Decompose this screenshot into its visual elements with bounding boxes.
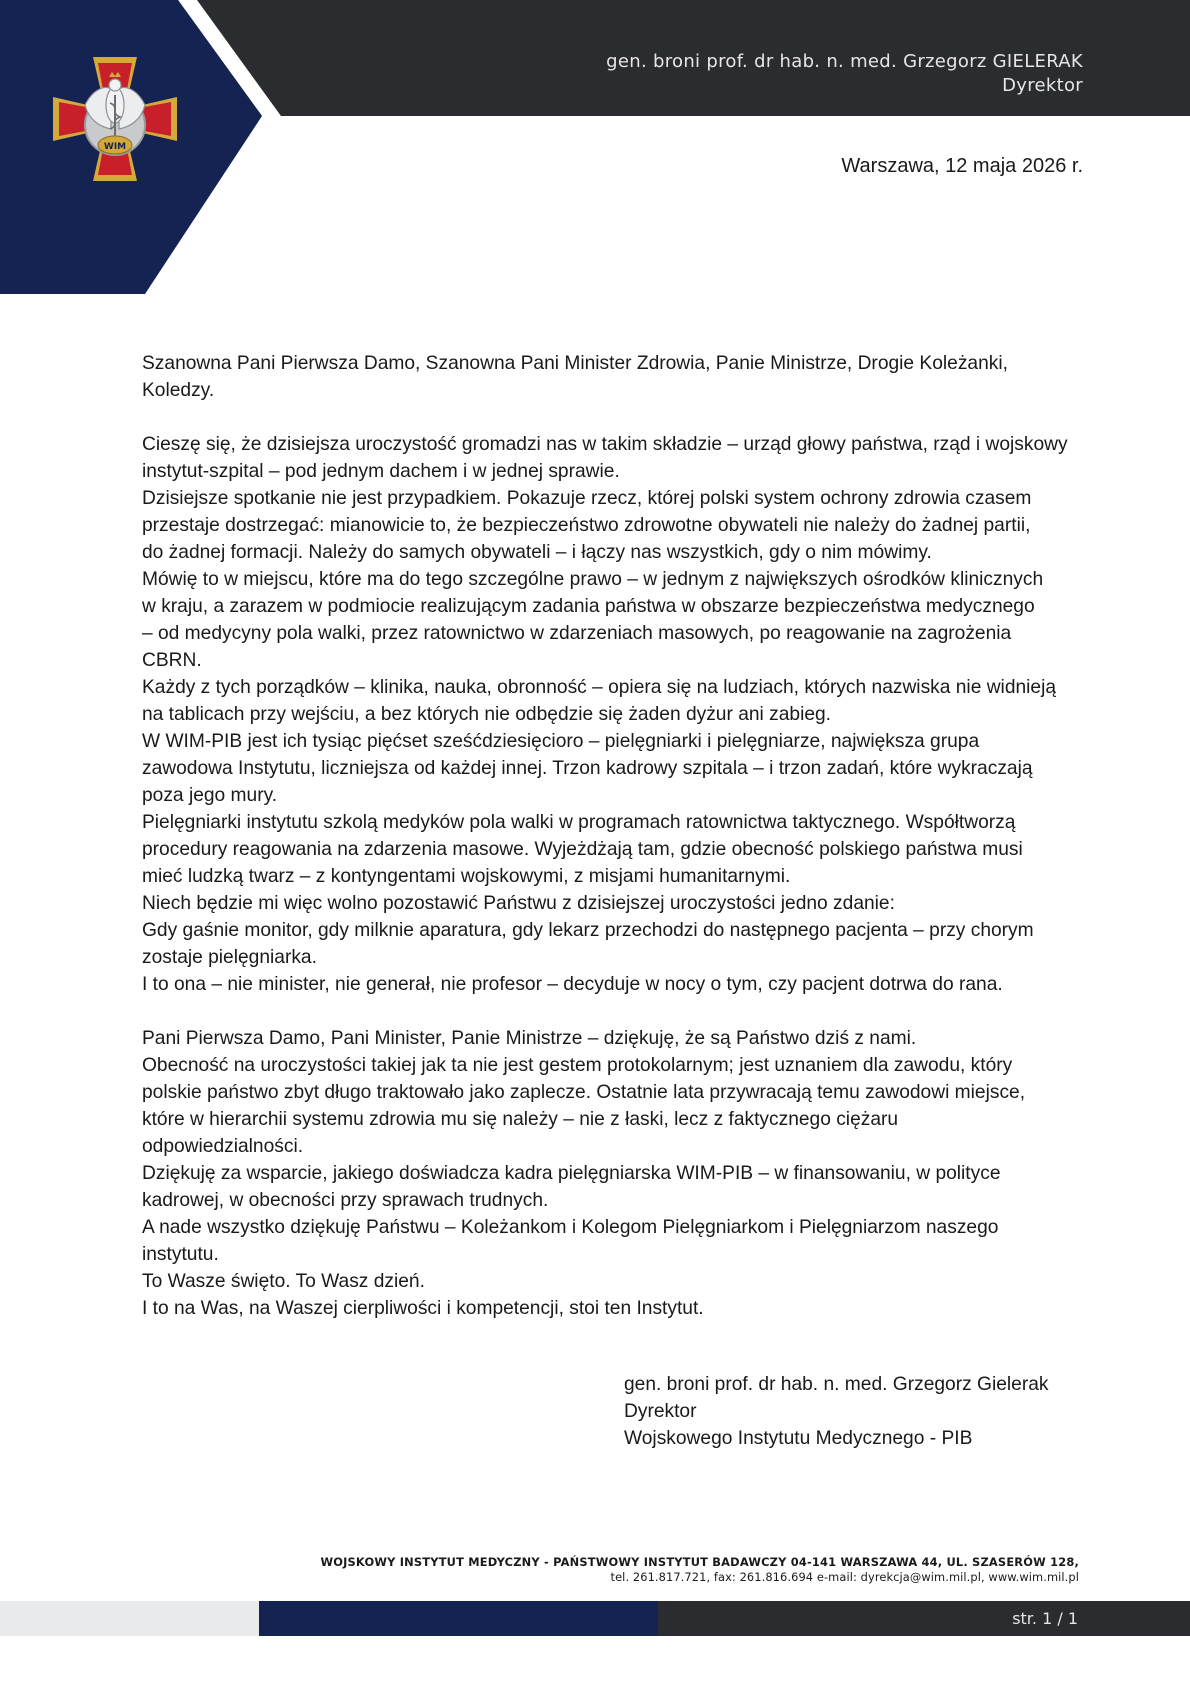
footer-bar-light <box>0 1601 259 1636</box>
body-line: procedury reagowania na zdarzenia masowe. Wyjeżdżają tam, gdzie obecność polskiego państwa musi <box>142 839 1023 860</box>
body-line: kadrowej, w obecności przy sprawach trudnych. <box>142 1190 549 1211</box>
body-line: Obecność na uroczystości takiej jak ta nie jest gestem protokolarnym; jest uznaniem dla zawodu, który <box>142 1055 1013 1076</box>
signature-block <box>624 1371 1048 1452</box>
logo-text: WIM <box>103 142 127 152</box>
body-line: Niech będzie mi więc wolno pozostawić Państwu z dzisiejszej uroczystości jedno zdanie: <box>142 893 895 914</box>
body-line: – od medycyny pola walki, przez ratownictwo w zdarzeniach masowych, po reagowanie na zagrożenia <box>142 623 1012 644</box>
body-line: Pani Pierwsza Damo, Pani Minister, Panie Ministrze – dziękuję, że są Państwo dziś z nami. <box>142 1028 917 1049</box>
body-line: poza jego mury. <box>142 785 278 806</box>
body-line: To Wasze święto. To Wasz dzień. <box>142 1271 425 1292</box>
body-line: na tablicach przy wejściu, a bez których nie odbędzie się żaden dyżur ani zabieg. <box>142 704 832 725</box>
body-line: A nade wszystko dziękuję Państwu – Koleżankom i Kolegom Pielęgniarkom i Pielęgniarzom naszego <box>142 1217 999 1238</box>
letter-date: Warszawa, 12 maja 2026 r. <box>841 155 1083 177</box>
signature-name: gen. broni prof. dr hab. n. med. Grzegorz Gielerak <box>624 1374 1049 1395</box>
body-line: I to ona – nie minister, nie generał, nie profesor – decyduje w nocy o tym, czy pacjent dotrwa do rana. <box>142 974 1003 995</box>
body-line: Pielęgniarki instytutu szkolą medyków pola walki w programach ratownictwa taktycznego. Współtworzą <box>142 812 1016 833</box>
signature-organization: Wojskowego Instytutu Medycznego - PIB <box>624 1428 973 1449</box>
body-line: W WIM-PIB jest ich tysiąc pięćset sześćdziesięcioro – pielęgniarki i pielęgniarze, największa grupa <box>142 731 980 752</box>
body-line: przestaje dostrzegać: mianowicie to, że bezpieczeństwo zdrowotne obywateli nie należy do żadnej partii, <box>142 515 1031 536</box>
body-line: zostaje pielęgniarka. <box>142 947 317 968</box>
signature-role: Dyrektor <box>624 1401 697 1422</box>
body-line: instytutu. <box>142 1244 219 1265</box>
body-line: Dziękuję za wsparcie, jakiego doświadcza kadra pielęgniarska WIM-PIB – w finansowaniu, w polityce <box>142 1163 1001 1184</box>
body-line: w kraju, a zarazem w podmiocie realizującym zadania państwa w obszarze bezpieczeństwa medycznego <box>142 596 1035 617</box>
body-line: mieć ludzką twarz – z kontyngentami wojskowymi, z misjami humanitarnymi. <box>142 866 791 887</box>
footer-address <box>320 1555 1079 1585</box>
page-number: str. 1 / 1 <box>1012 1609 1078 1628</box>
paragraph-gap <box>142 998 1077 1025</box>
body-line: Szanowna Pani Pierwsza Damo, Szanowna Pani Minister Zdrowia, Panie Ministrze, Drogie Koleżanki, <box>142 353 1008 374</box>
body-line: które w hierarchii systemu zdrowia mu się należy – nie z łaski, lecz z faktycznego ciężaru <box>142 1109 899 1130</box>
body-line: Koledzy. <box>142 380 215 401</box>
paragraph-gap <box>142 404 1077 431</box>
footer-bar-dark <box>658 1601 1190 1636</box>
body-line: I to na Was, na Waszej cierpliwości i kompetencji, stoi ten Instytut. <box>142 1298 704 1319</box>
footer-bar-navy <box>259 1601 658 1636</box>
header-author-block <box>606 50 1083 98</box>
letter-body <box>142 350 1077 1322</box>
footer-institution-line: WOJSKOWY INSTYTUT MEDYCZNY - PAŃSTWOWY INSTYTUT BADAWCZY 04-141 WARSZAWA 44, UL. SZASERÓW 128, <box>320 1555 1079 1569</box>
body-line: polskie państwo zbyt długo traktowało jako zaplecze. Ostatnie lata przywracają temu zawodowi miejsce, <box>142 1082 1026 1103</box>
logo-graphic <box>0 0 1190 300</box>
footer-contact-line: tel. 261.817.721, fax: 261.816.694 e-mail: dyrekcja@wim.mil.pl, www.wim.mil.pl <box>610 1570 1079 1584</box>
body-line: zawodowa Instytutu, liczniejsza od każdej innej. Trzon kadrowy szpitala – i trzon zadań, które wykraczają <box>142 758 1033 779</box>
body-line: Mówię to w miejscu, które ma do tego szczególne prawo – w jednym z największych ośrodków klinicznych <box>142 569 1044 590</box>
body-line: Dzisiejsze spotkanie nie jest przypadkiem. Pokazuje rzecz, której polski system ochrony zdrowia czasem <box>142 488 1032 509</box>
body-line: do żadnej formacji. Należy do samych obywateli – i łączy nas wszystkich, gdy o nim mówimy. <box>142 542 932 563</box>
header-author-line: gen. broni prof. dr hab. n. med. Grzegorz GIELERAK <box>606 51 1083 72</box>
body-line: CBRN. <box>142 650 202 671</box>
logo-panel <box>0 0 1190 300</box>
body-line: Każdy z tych porządków – klinika, nauka, obronność – opiera się na ludziach, których nazwiska nie widnieją <box>142 677 1057 698</box>
body-line: instytut-szpital – pod jednym dachem i w jednej sprawie. <box>142 461 620 482</box>
header-role-line: Dyrektor <box>1002 75 1083 96</box>
body-line: Gdy gaśnie monitor, gdy milknie aparatura, gdy lekarz przechodzi do następnego pacjenta – przy chorym <box>142 920 1034 941</box>
body-line: odpowiedzialności. <box>142 1136 304 1157</box>
body-line: Cieszę się, że dzisiejsza uroczystość gromadzi nas w takim składzie – urząd głowy państwa, rząd i wojskowy <box>142 434 1068 455</box>
